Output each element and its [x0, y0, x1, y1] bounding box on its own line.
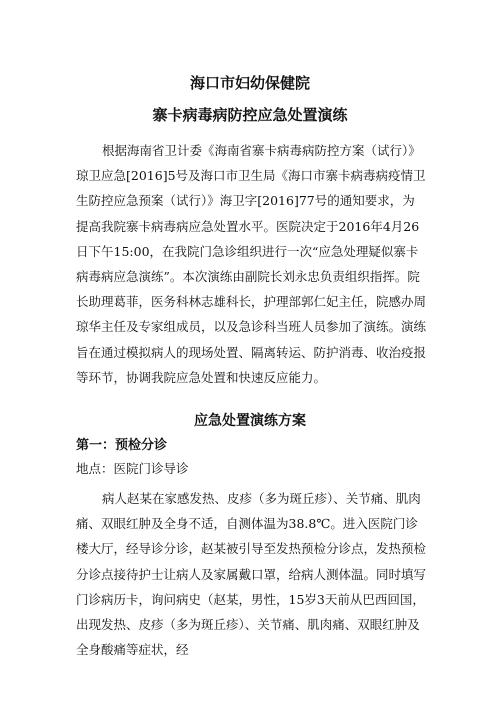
section-location: 地点：医院门诊导诊 — [76, 461, 189, 476]
intro-paragraph: 根据海南省卫计委《海南省寨卡病毒病防控方案（试行）》琼卫应急[2016]5号及海口市卫生局《海口市寨卡病毒病疫情卫生防控应急预案（试行）》海卫字[2016]77号的通知要求，为提高我院寨卡病毒病应急处置水平。医院决定于2016年4月26日下午15:00，在我院门急诊组织进行一次“应急处理疑似寨卡病毒病应急演练”。本次演练由副院长刘永忠负责组织指挥。院长助理葛菲，医务科林志雄科长，护理部郭仁妃主任，院感办周琼华主任及专家组成员，以及急诊科当班人员参加了演练。演练旨在通过模拟病人的现场处置、隔离转运、防护消毒、收治疫报等环节，协调我院应急处置和快速反应能力。 — [76, 143, 427, 385]
org-title: 海口市妇幼保健院 — [189, 74, 310, 92]
plan-heading: 应急处置演练方案 — [194, 413, 306, 429]
document-title: 寨卡病毒病防控应急处置演练 — [152, 106, 348, 124]
section-title: 第一：预检分诊 — [76, 438, 168, 453]
section-paragraph: 病人赵某在家感发热、皮疹（多为斑丘疹）、关节痛、肌肉痛、双眼红肿及全身不适，自测体温为38.8℃。进入医院门诊楼大厅，经导诊分诊，赵某被引导至发热预检分诊点，发热预检分诊点接待护士让病人及家属戴口罩，给病人测体温。同时填写门诊病历卡，询问病史（赵某，男性，15岁3天前从巴西回国，出现发热、皮疹（多为斑丘疹）、关节痛、肌肉痛、双眼红肿及全身酸痛等症状，经 — [76, 491, 427, 658]
